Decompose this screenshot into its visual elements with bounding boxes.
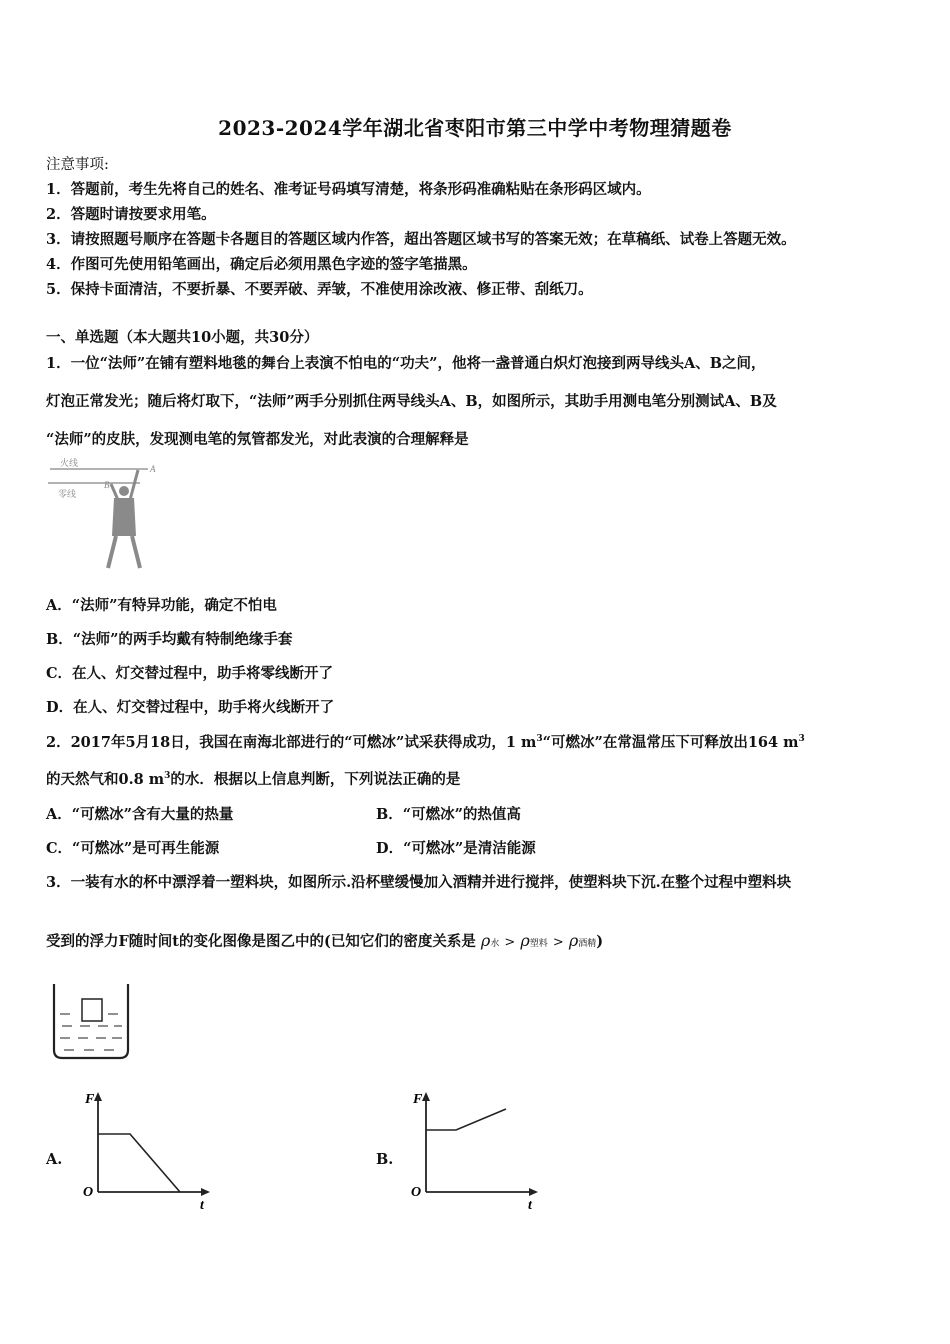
question-2-option-d: D．“可燃冰”是清洁能源 [376,840,536,857]
magician-figure [108,470,140,568]
notice-item: 2．答题时请按要求用笔。 [46,206,216,223]
question-1-option-d: D．在人、灯交替过程中，助手将火线断开了 [46,699,335,716]
notice-item: 4．作图可先使用铅笔画出，确定后必须用黑色字迹的签字笔描黑。 [46,256,477,273]
x-axis-label: t [200,1198,204,1212]
notice-item: 5．保持卡面清洁，不要折暴、不要弄破、弄皱，不准使用涂改液、修正带、刮纸刀。 [46,281,593,298]
live-wire-label: 火线 [60,458,79,468]
cup-figure [48,980,138,1066]
x-arrow [201,1188,210,1196]
q2-text: 的水．根据以上信息判断，下列说法正确的是 [170,771,461,788]
section-heading: 一、单选题（本大题共10小题，共30分） [46,329,319,346]
notice-item: 3．请按照题号顺序在答题卡各题目的答题区域内作答，超出答题区域书写的答案无效；在草稿纸、试卷上答题无效。 [46,231,796,248]
label-b: B [104,480,110,490]
question-2-option-a: A．“可燃冰”含有大量的热量 [46,806,234,823]
superscript: 3 [798,734,805,745]
subscript-water: 水 [490,939,500,949]
superscript: 3 [164,771,171,782]
question-1-figure [48,456,168,586]
graph-b-curve [426,1109,506,1130]
origin-label: O [83,1185,94,1200]
y-arrow [422,1092,430,1101]
question-1-line: 灯泡正常发光；随后将灯取下，“法师”两手分别抓住两导线头A、B，如图所示，其助手用测电笔分别测试A、B及 [46,393,777,410]
graph-b [408,1088,548,1212]
rho-symbol: ρ [480,931,491,950]
q2-text: 的天然气和0.8 m [46,771,165,788]
q2-text: “可燃冰”在常温常压下可释放出164 m [542,734,799,751]
question-2-line-1 [46,731,805,752]
origin-label: O [411,1185,422,1200]
neutral-wire-label: 零线 [58,489,77,499]
question-3-option-b-label: B. [376,1151,394,1168]
x-axis-label: t [528,1198,532,1212]
greater-than: > [504,935,516,950]
notice-heading: 注意事项: [46,157,109,173]
question-2-line-2 [46,768,460,789]
label-a: A [150,464,156,474]
close-paren: ) [596,933,604,950]
q3-text: 受到的浮力F随时间t的变化图像是图乙中的(已知它们的密度关系是 [46,933,476,950]
superscript: 3 [536,734,543,745]
y-axis-label: F [413,1092,423,1107]
rho-symbol: ρ [520,931,530,950]
question-2-option-b: B．“可燃冰”的热值高 [376,806,521,823]
plastic-block [82,999,102,1021]
question-1-option-a: A．“法师”有特异功能，确定不怕电 [46,597,277,614]
notice-item: 1．答题前，考生先将自己的姓名、准考证号码填写清楚，将条形码准确粘贴在条形码区域内。 [46,181,651,198]
question-3-line-2 [46,930,603,951]
page-title: 2023-2024学年湖北省枣阳市第三中学中考物理猜题卷 [218,116,732,140]
q2-text: 2．2017年5月18日，我国在南海北部进行的“可燃冰”试采获得成功，1 m [46,734,537,751]
question-2-option-c: C．“可燃冰”是可再生能源 [46,840,220,857]
question-3-option-a-label: A. [46,1151,63,1168]
question-1-line: “法师”的皮肤，发现测电笔的氖管都发光，对此表演的合理解释是 [46,431,469,448]
question-1-option-b: B．“法师”的两手均戴有特制绝缘手套 [46,631,293,648]
x-arrow [529,1188,538,1196]
y-axis-label: F [85,1092,95,1107]
greater-than: > [552,935,564,950]
y-arrow [94,1092,102,1101]
subscript-alcohol: 酒精 [578,939,597,949]
subscript-plastic: 塑料 [529,939,548,949]
question-3-line-1: 3．一装有水的杯中漂浮着一塑料块，如图所示.沿杯壁缓慢加入酒精并进行搅拌，使塑料块下沉.在整个过程中塑料块 [46,874,792,891]
graph-a [80,1088,220,1212]
question-1-option-c: C．在人、灯交替过程中，助手将零线断开了 [46,665,334,682]
graph-a-curve [98,1134,180,1192]
question-1-line: 1．一位“法师”在铺有塑料地毯的舞台上表演不怕电的“功夫”，他将一盏普通白炽灯泡接到两导线头A、B之间， [46,355,766,372]
rho-symbol: ρ [568,931,579,950]
